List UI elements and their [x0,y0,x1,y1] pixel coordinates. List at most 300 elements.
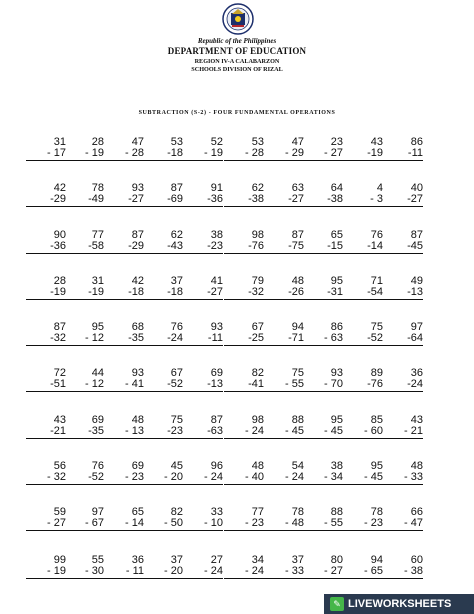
subtraction-problem [64,415,104,439]
republic-line: Republic of the Philippines [197,37,277,45]
subtrahend: - 27 [26,518,66,531]
subtraction-problem [26,507,66,531]
subtrahend: - 19 [26,566,66,579]
subtrahend: -38 [303,194,343,207]
subtrahend: - 12 [64,379,104,392]
subtraction-problem [104,368,144,392]
subtrahend: -69 [143,194,183,207]
minuend: 94 [370,554,383,566]
minuend: 63 [291,182,304,194]
minuend: 82 [251,367,264,379]
minuend: 95 [330,414,343,426]
subtraction-problem [224,276,264,300]
subtrahend: -54 [343,287,383,300]
subtrahend: - 21 [383,426,423,439]
subtraction-problem [143,461,183,485]
subtrahend: -38 [224,194,264,207]
subtrahend: - 27 [303,148,343,161]
subtraction-problem [143,555,183,579]
subtraction-problem [104,555,144,579]
subtraction-problem [224,507,264,531]
subtrahend: - 17 [26,148,66,161]
subtraction-problem [303,137,343,161]
subtraction-problem [383,276,423,300]
minuend: 97 [91,506,104,518]
minuend: 27 [210,554,223,566]
subtraction-problem [26,415,66,439]
subtrahend: -35 [104,333,144,346]
subtrahend: -32 [224,287,264,300]
minuend: 47 [131,136,144,148]
subtrahend: - 55 [303,518,343,531]
subtrahend: -45 [383,241,423,254]
subtrahend: - 24 [264,472,304,485]
subtrahend: -14 [343,241,383,254]
subtrahend: - 65 [343,566,383,579]
minuend: 38 [330,460,343,472]
subtrahend: - 32 [26,472,66,485]
minuend: 43 [370,136,383,148]
subtraction-problem [383,507,423,531]
subtraction-problem [343,322,383,346]
subtrahend: -18 [143,287,183,300]
subtraction-problem [303,461,343,485]
subtraction-problem [143,507,183,531]
subtrahend: -64 [383,333,423,346]
minuend: 36 [410,367,423,379]
subtrahend: - 33 [264,566,304,579]
subtrahend: - 12 [64,333,104,346]
subtrahend: -31 [303,287,343,300]
subtrahend: -27 [104,194,144,207]
subtrahend: -27 [383,194,423,207]
subtraction-problem [343,507,383,531]
subtraction-problem [264,368,304,392]
subtraction-problem [183,322,223,346]
minuend: 44 [91,367,104,379]
subtraction-problem [343,555,383,579]
subtraction-problem [383,368,423,392]
subtrahend: -26 [264,287,304,300]
minuend: 75 [370,321,383,333]
minuend: 71 [370,275,383,287]
subtraction-problem [183,183,223,207]
subtraction-problem [104,507,144,531]
subtraction-problem [26,276,66,300]
minuend: 76 [91,460,104,472]
minuend: 97 [410,321,423,333]
subtraction-problem [64,230,104,254]
subtrahend: - 34 [303,472,343,485]
subtrahend: -19 [64,287,104,300]
subtraction-problem [383,415,423,439]
minuend: 43 [410,414,423,426]
subtraction-problem [303,555,343,579]
subtraction-problem [343,183,383,207]
subtraction-problem [26,368,66,392]
minuend: 90 [53,229,66,241]
subtrahend: -29 [26,194,66,207]
minuend: 93 [330,367,343,379]
subtrahend: -49 [64,194,104,207]
subtrahend: - 14 [104,518,144,531]
subtrahend: - 11 [104,566,144,579]
subtraction-problem [143,276,183,300]
minuend: 31 [91,275,104,287]
subtrahend: -18 [104,287,144,300]
minuend: 72 [53,367,66,379]
subtraction-problem [183,230,223,254]
subtrahend: -27 [264,194,304,207]
subtrahend: - 45 [303,426,343,439]
minuend: 48 [410,460,423,472]
minuend: 80 [330,554,343,566]
minuend: 88 [291,414,304,426]
subtraction-problem [303,276,343,300]
minuend: 68 [131,321,144,333]
minuend: 94 [291,321,304,333]
subtraction-problem [104,276,144,300]
minuend: 93 [210,321,223,333]
minuend: 54 [291,460,304,472]
subtraction-problem [383,555,423,579]
subtraction-problem [343,230,383,254]
minuend: 56 [53,460,66,472]
subtraction-problem [64,183,104,207]
subtrahend: -75 [264,241,304,254]
subtrahend: - 24 [224,426,264,439]
minuend: 28 [91,136,104,148]
subtrahend: - 55 [264,379,304,392]
subtrahend: - 38 [383,566,423,579]
region-name: REGION IV-A CALABARZON [194,58,280,65]
minuend: 95 [91,321,104,333]
minuend: 42 [131,275,144,287]
subtraction-problem [303,415,343,439]
subtrahend: - 41 [104,379,144,392]
subtraction-problem [383,461,423,485]
minuend: 76 [370,229,383,241]
minuend: 75 [291,367,304,379]
minuend: 53 [251,136,264,148]
subtrahend: -36 [26,241,66,254]
subtraction-problem [26,322,66,346]
minuend: 38 [210,229,223,241]
subtraction-problem [183,137,223,161]
minuend: 77 [91,229,104,241]
subtraction-problem [183,507,223,531]
subtraction-problem [64,507,104,531]
subtrahend: -24 [143,333,183,346]
subtraction-problem [264,183,304,207]
subtrahend: - 3 [343,194,383,207]
minuend: 43 [53,414,66,426]
minuend: 87 [131,229,144,241]
subtraction-problem [383,322,423,346]
subtrahend: -21 [26,426,66,439]
minuend: 93 [131,182,144,194]
minuend: 36 [131,554,144,566]
subtraction-problem [104,183,144,207]
subtrahend: -13 [183,379,223,392]
minuend: 40 [410,182,423,194]
subtrahend: - 24 [183,566,223,579]
subtrahend: - 70 [303,379,343,392]
subtraction-problem [343,415,383,439]
subtrahend: -27 [183,287,223,300]
subtrahend: - 45 [264,426,304,439]
minuend: 76 [170,321,183,333]
subtraction-problem [264,555,304,579]
subtraction-problem [26,137,66,161]
department-name: DEPARTMENT OF EDUCATION [167,46,307,56]
subtrahend: -76 [343,379,383,392]
subtrahend: -58 [64,241,104,254]
subtrahend: -23 [183,241,223,254]
minuend: 31 [53,136,66,148]
subtraction-problem [183,415,223,439]
subtrahend: -24 [383,379,423,392]
subtraction-problem [64,461,104,485]
minuend: 66 [410,506,423,518]
liveworksheets-footer[interactable] [324,594,474,614]
minuend: 48 [291,275,304,287]
minuend: 86 [330,321,343,333]
subtraction-problem [303,183,343,207]
subtrahend: - 24 [183,472,223,485]
subtraction-problem [104,415,144,439]
subtrahend: -63 [183,426,223,439]
minuend: 60 [410,554,423,566]
subtraction-problem [183,461,223,485]
subtrahend: -51 [26,379,66,392]
minuend: 4 [376,182,383,194]
subtrahend: - 48 [264,518,304,531]
minuend: 52 [210,136,223,148]
subtraction-problem [64,368,104,392]
subtraction-problem [64,137,104,161]
subtrahend: -15 [303,241,343,254]
subtraction-problem [224,183,264,207]
subtrahend: -29 [104,241,144,254]
minuend: 95 [330,275,343,287]
subtraction-problem [264,322,304,346]
subtrahend: - 67 [64,518,104,531]
subtrahend: -35 [64,426,104,439]
minuend: 65 [131,506,144,518]
subtraction-problem [143,415,183,439]
subtraction-problem [264,507,304,531]
subtrahend: - 28 [224,148,264,161]
minuend: 95 [370,460,383,472]
minuend: 87 [53,321,66,333]
subtraction-problem [224,137,264,161]
subtraction-problem [224,368,264,392]
subtraction-problem [264,415,304,439]
minuend: 96 [210,460,223,472]
minuend: 47 [291,136,304,148]
minuend: 89 [370,367,383,379]
subtrahend: - 33 [383,472,423,485]
subtraction-problem [183,368,223,392]
minuend: 98 [251,414,264,426]
subtrahend: -76 [224,241,264,254]
subtraction-problem [143,183,183,207]
subtrahend: -11 [183,333,223,346]
subtrahend: -52 [343,333,383,346]
subtrahend: -36 [183,194,223,207]
minuend: 78 [370,506,383,518]
subtraction-problem [224,461,264,485]
subtraction-problem [343,137,383,161]
subtrahend: - 13 [104,426,144,439]
subtraction-problem [143,322,183,346]
subtraction-problem [303,230,343,254]
subtrahend: - 23 [343,518,383,531]
subtraction-problem [264,230,304,254]
minuend: 23 [330,136,343,148]
minuend: 37 [291,554,304,566]
minuend: 42 [53,182,66,194]
minuend: 91 [210,182,223,194]
subtrahend: - 47 [383,518,423,531]
subtrahend: - 45 [343,472,383,485]
subtraction-problem [64,555,104,579]
minuend: 88 [330,506,343,518]
subtraction-problem [224,230,264,254]
subtrahend: - 60 [343,426,383,439]
subtraction-problem [104,322,144,346]
subtrahend: -71 [264,333,304,346]
minuend: 28 [53,275,66,287]
subtrahend: - 24 [224,566,264,579]
minuend: 93 [131,367,144,379]
subtrahend: -52 [143,379,183,392]
subtrahend: -43 [143,241,183,254]
minuend: 87 [291,229,304,241]
subtrahend: -23 [143,426,183,439]
subtraction-problem [264,276,304,300]
subtraction-problem [183,555,223,579]
division-name: SCHOOLS DIVISION OF RIZAL [191,66,283,73]
subtraction-problem [143,137,183,161]
subtraction-problem [183,276,223,300]
subtrahend: - 10 [183,518,223,531]
subtrahend: -41 [224,379,264,392]
subtraction-problem [104,137,144,161]
minuend: 48 [251,460,264,472]
minuend: 86 [410,136,423,148]
minuend: 59 [53,506,66,518]
minuend: 48 [131,414,144,426]
subtraction-problem [224,322,264,346]
subtraction-problem [26,230,66,254]
minuend: 49 [410,275,423,287]
minuend: 79 [251,275,264,287]
subtraction-problem [264,137,304,161]
subtraction-problem [383,137,423,161]
minuend: 69 [91,414,104,426]
subtraction-problem [343,461,383,485]
minuend: 78 [291,506,304,518]
subtraction-problem [264,461,304,485]
minuend: 75 [170,414,183,426]
subtraction-problem [143,230,183,254]
subtraction-problem [303,507,343,531]
minuend: 55 [91,554,104,566]
subtrahend: - 29 [264,148,304,161]
subtraction-problem [303,368,343,392]
subtraction-problem [64,276,104,300]
subtrahend: -19 [26,287,66,300]
subtrahend: - 23 [224,518,264,531]
liveworksheets-icon: ✎ [330,597,344,611]
minuend: 67 [251,321,264,333]
subtrahend: -25 [224,333,264,346]
minuend: 53 [170,136,183,148]
subtrahend: - 27 [303,566,343,579]
minuend: 69 [210,367,223,379]
subtrahend: - 20 [143,566,183,579]
subtraction-problem [383,230,423,254]
subtraction-problem [224,415,264,439]
minuend: 65 [330,229,343,241]
minuend: 87 [210,414,223,426]
minuend: 67 [170,367,183,379]
subtrahend: -19 [343,148,383,161]
subtraction-problem [303,322,343,346]
subtraction-problem [26,183,66,207]
minuend: 37 [170,275,183,287]
subtraction-problem [224,555,264,579]
minuend: 41 [210,275,223,287]
minuend: 98 [251,229,264,241]
subtrahend: - 50 [143,518,183,531]
subtraction-problem [26,555,66,579]
subtrahend: - 30 [64,566,104,579]
subtraction-problem [343,368,383,392]
subtrahend: -11 [383,148,423,161]
minuend: 99 [53,554,66,566]
minuend: 37 [170,554,183,566]
subtrahend: - 20 [143,472,183,485]
minuend: 62 [170,229,183,241]
footer-brand: LIVEWORKSHEETS [348,598,452,610]
subtrahend: - 19 [183,148,223,161]
subtraction-problem [143,368,183,392]
minuend: 87 [410,229,423,241]
subtrahend: -32 [26,333,66,346]
subtrahend: -52 [64,472,104,485]
subtraction-problem [104,461,144,485]
subtrahend: - 63 [303,333,343,346]
minuend: 45 [170,460,183,472]
minuend: 62 [251,182,264,194]
subtraction-problem [383,183,423,207]
minuend: 64 [330,182,343,194]
subtraction-problem [104,230,144,254]
worksheet-title: SUBTRACTION (S-2) - FOUR FUNDAMENTAL OPERATIONS [138,110,336,116]
minuend: 82 [170,506,183,518]
subtrahend: - 40 [224,472,264,485]
minuend: 85 [370,414,383,426]
minuend: 87 [170,182,183,194]
subtraction-problem [64,322,104,346]
subtrahend: - 23 [104,472,144,485]
minuend: 34 [251,554,264,566]
minuend: 69 [131,460,144,472]
minuend: 33 [210,506,223,518]
